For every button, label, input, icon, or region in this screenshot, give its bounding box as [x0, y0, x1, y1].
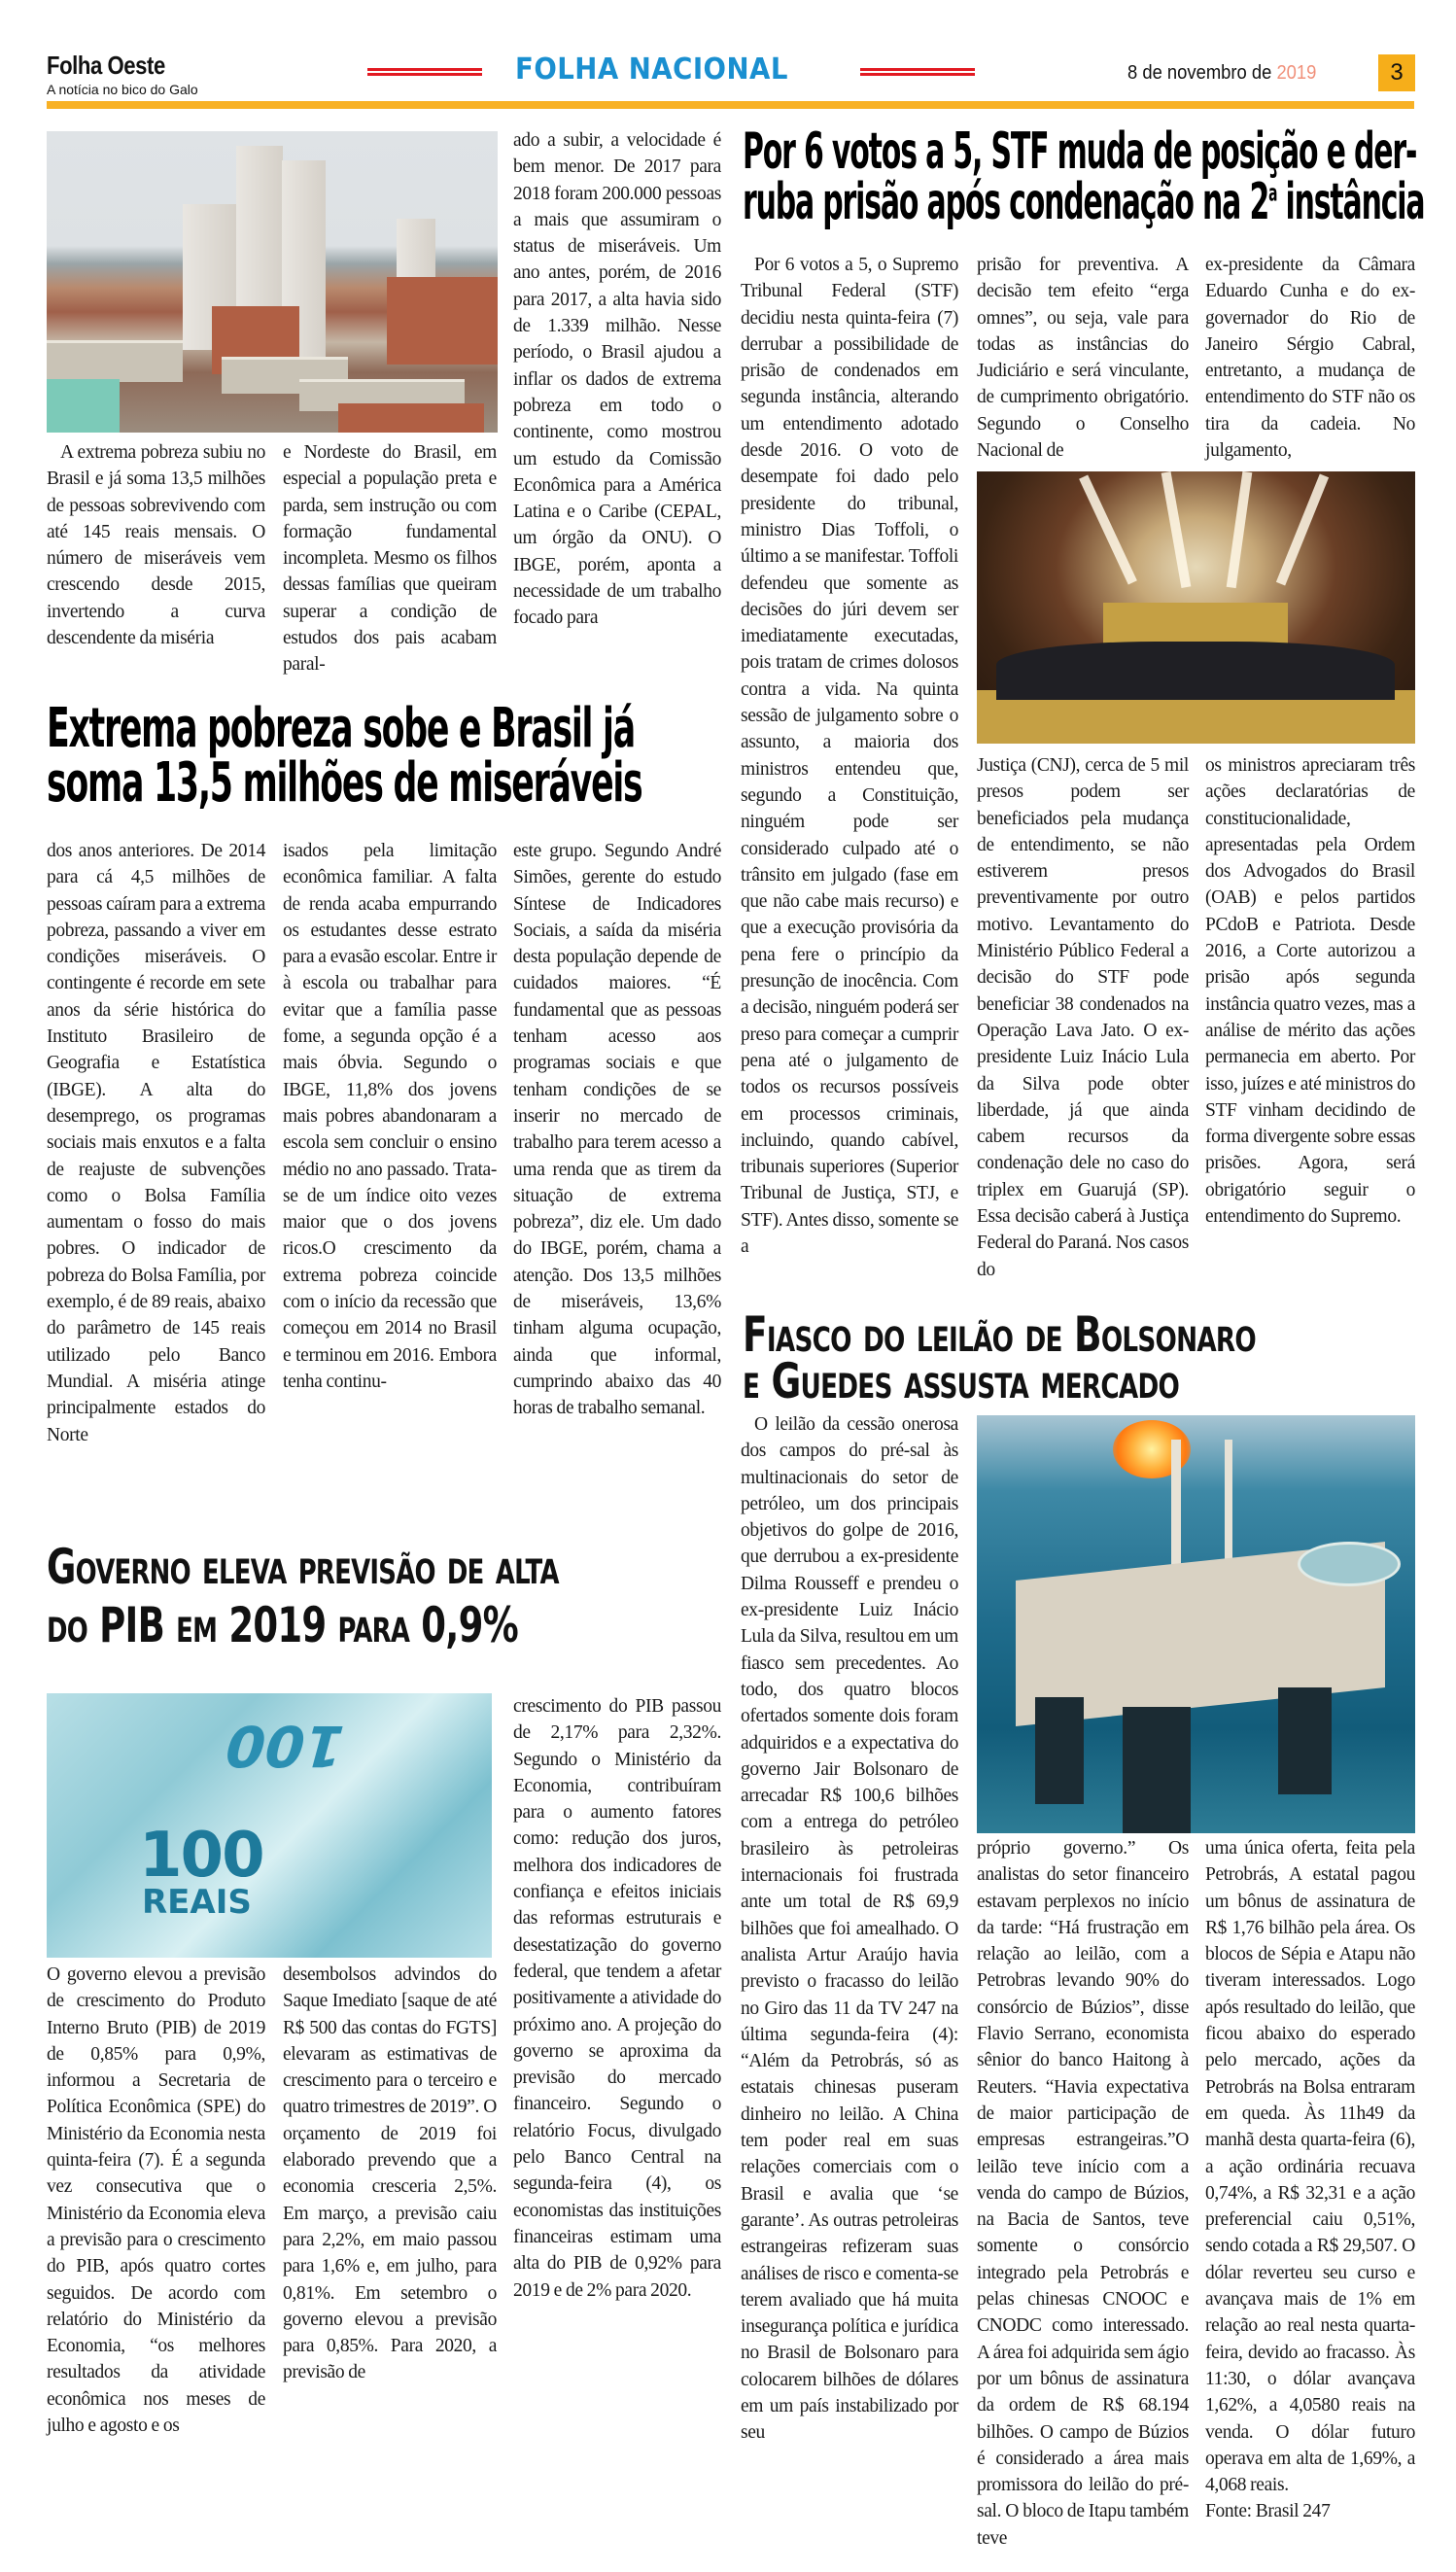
- article-text-column: [977, 1835, 1189, 2552]
- article-text-column: [47, 1962, 265, 2439]
- photo-helipad: [1298, 1542, 1401, 1586]
- paragraph: desembolsos advindos do Saque Imediato [saque de até R$ 500 das contas do FGTS] elevaram as estimativas de crescimento para o terceiro e quatro trimestres de 2019”. O orçamento de 2019 foi elaborado prevendo que a economia cresceria 2,5%. Em março, a previsão caiu para 2,2%, em maio passou para 1,6% e, em julho, para 0,81%. Em setembro o governo elevou a previsão para 0,85%. Para 2020, a previsão de: [283, 1964, 497, 2383]
- paragraph: O governo elevou a previsão de crescimento do Produto Interno Bruto (PIB) de 2019 de 0,85% para 0,9%, informou a Secretaria de Política Econômica (SPE) do Ministério da Economia nesta quinta-feira (7). É a segunda vez consecutiva que o Ministério da Economia eleva a previsão para o crescimento do PIB, após quatro cortes seguidos. De acordo com relatório do Ministério da Economia, “os melhores resultados da atividade econômica nos meses de julho e agosto e os: [47, 1964, 265, 2437]
- date-text: 8 de novembro de: [1127, 62, 1277, 84]
- article-text-column: [513, 1693, 721, 2304]
- paragraph: isados pela limitação econômica familiar. A falta de renda acaba empurrando os estudantes desse estrato para a evasão escolar. Entre ir à escola ou trabalhar para evitar que a família passe fome, a segunda opção é a mais óbvia. Segundo o IBGE, 11,8% dos jovens mais pobres abandonaram a escola sem concluir o ensino médio no ano passado. Trata-se de um índice oito vezes maior que o dos jovens ricos.O crescimento da extrema pobreza coincide com o início da recessão que começou em 2014 no Brasil e terminou em 2016. Embora tenha continu-: [283, 841, 497, 1392]
- paragraph: Por 6 votos a 5, o Supremo Tribunal Federal (STF) decidiu nesta quinta-feira (7) derrubar a possibilidade de prisão de condenados em segunda instância, alterando um entendimento adotado desde 2016. O voto de desempate foi dado pelo presidente do tribunal, ministro Dias Toffoli, o último a se manifestar. Toffoli defendeu que somente as decisões do júri devem ser imediatamente executadas, pois tratam de crimes dolosos contra a vida. Na quinta sessão de julgamento sobre o assunto, a maioria dos ministros entendeu que, segundo a Constituição, ninguém pode ser considerado culpado até o trânsito em julgado (fase em que não cabe mais recurso) e que a execução provisória da pena fere o princípio da presunção de inocência. Com a decisão, ninguém poderá ser preso para começar a cumprir pena até o julgamento de todos os recursos possíveis em processos criminais, incluindo, quando cabível, tribunais superiores (Superior Tribunal de Justiça, STJ, e STF). Antes disso, somente se a: [741, 255, 958, 1257]
- headline: [743, 1306, 1256, 1409]
- 100-reais-banknotes-photo: [47, 1693, 492, 1958]
- article-text-column: [1205, 752, 1415, 1230]
- paragraph: Justiça (CNJ), cerca de 5 mil presos podem ser beneficiados pela mudança de entendimento, se não estiverem presos preventivamente por outro motivo. Levantamento do Ministério Público Federal a decisão do STF pode beneficiar 38 condenados na Operação Lava Jato. O ex-presidente Luiz Inácio Lula da Silva pode obter liberdade, já que ainda cabem recursos da condenação dele no caso do triplex em Guarujá (SP). Essa decisão caberá à Justiça Federal do Paraná. Nos casos do: [977, 755, 1189, 1280]
- newspaper-tagline: A notícia no bico do Galo: [47, 82, 198, 97]
- photo-house: [338, 403, 484, 433]
- offshore-oil-platform-photo: [977, 1415, 1415, 1833]
- article-text-column: [1205, 1835, 1415, 2525]
- headline-line: Por 6 votos a 5, STF muda de posição e der-: [743, 122, 1417, 181]
- article-text-column: [283, 838, 497, 1395]
- article-text-column: [47, 838, 265, 1448]
- headline-text: ruba prisão após condenação na 2: [743, 173, 1269, 231]
- photo-ceiling-light: [1227, 471, 1253, 588]
- paragraph: ex-presidente da Câmara Eduardo Cunha e do ex-governador do Rio de Janeiro Sérgio Cabral, entretanto, a mudança de entendimento do STF não os tira da cadeia. No julgamento,: [1205, 255, 1415, 462]
- date-year: 2019: [1276, 62, 1317, 84]
- headline-line: soma 13,5 milhões de miseráveis: [47, 751, 642, 815]
- paragraph: próprio governo.” Os analistas do setor financeiro estavam perplexos no início da tarde: “Há frustração em relação ao leilão, com a Petrobras levando 90% do consórcio de Búzios”, disse Flavio Serrano, economista sênior do banco Haitong à Reuters. “Havia expectativa de maior participação de empresas estrangeiras.”O leilão teve início com a venda do campo de Búzios, na Bacia de Santos, teve somente o consórcio integrado pela Petrobrás e pelas chinesas CNOOC e CNODC como interessado. A área foi adquirida sem ágio por um bônus de assinatura da ordem de R$ 68.194 bilhões. O campo de Búzios é considerado a área mais promissora do leilão do pré-sal. O bloco de Itapu também teve: [977, 1838, 1189, 2549]
- paragraph: crescimento do PIB passou de 2,17% para 2,32%. Segundo o Ministério da Economia, contribuíram para o aumento fatores como: redução dos juros, melhora dos indicadores de confiança e efeitos iniciais das reformas estruturais e desestatização do governo federal, que tendem a afetar positivamente a atividade do próximo ano. A projeção do governo se aproxima da previsão do mercado financeiro. Segundo o relatório Focus, divulgado pelo Banco Central na segunda-feira (4), os economistas das instituições financeiras estimam uma alta do PIB de 0,92% para 2019 e de 2% para 2020.: [513, 1696, 721, 2301]
- paragraph: ado a subir, a velocidade é bem menor. De 2017 para 2018 foram 200.000 pessoas a mais que assumiram o status de miseráveis. Um ano antes, porém, de 2016 para 2017, a alta havia sido de 1.339 milhão. Nesse período, o Brasil ajudou a inflar os dados de extrema pobreza em todo o continente, como mostrou um estudo da Comissão Econômica para a América Latina e o Caribe (CEPAL, um órgão da ONU). O IBGE, porém, aponta a necessidade de um trabalho focado para: [513, 130, 721, 629]
- page-number-badge: 3: [1378, 54, 1415, 91]
- headline-line: Fiasco do leilão de Bolsonaro: [743, 1306, 1256, 1363]
- paragraph: este grupo. Segundo André Simões, gerente do estudo Síntese de Indicadores Sociais, a saída da miséria desta população depende de cuidados maiores. “É fundamental que as pessoas tenham acesso aos programas sociais e que tenham condições de se inserir no mercado de trabalho para terem acesso a uma renda que as tirem da situação de extrema pobreza”, diz ele. Um dado do IBGE, porém, chama a atenção. Dos 13,5 milhões de miseráveis, 13,6% tinham alguma ocupação, ainda que informal, cumprindo abaixo das 40 horas de trabalho semanal.: [513, 841, 721, 1419]
- photo-platform-column: [1035, 1697, 1084, 1804]
- ordinal-superscript: a: [1268, 179, 1277, 207]
- headline: [47, 1538, 559, 1654]
- paragraph: uma única oferta, feita pela Petrobrás, A estatal pagou um bônus de assinatura de R$ 1,76 bilhão pela área. Os blocos de Sépia e Atapu não tiveram interessados. Logo após resultado do leilão, que ficou abaixo do esperado pelo mercado, ações da Petrobrás na Bolsa entraram em queda. Às 11h49 da manhã desta quarta-feira (6), a ação ordinária recuava 0,74%, a R$ 32,31 e a ação preferencial caiu 0,51%, sendo cotada a R$ 29,507. O dólar reverteu seu curso e avançava mais de 1% em relação ao real nesta quarta-feira, devido ao fracasso. Às 11:30, o dólar avançava 1,62%, a 4,0580 reais na venda. O dólar futuro operava em alta de 1,69%, a 4,068 reais.: [1205, 1838, 1415, 2496]
- article-text-column: [513, 838, 721, 1422]
- photo-house: [387, 277, 498, 365]
- issue-date: [1127, 62, 1316, 85]
- headline-text: instância: [1276, 173, 1425, 231]
- headline-line: Governo eleva previsão de alta: [47, 1539, 559, 1595]
- paragraph: e Nordeste do Brasil, em especial a população preta e parda, sem instrução ou com formação fundamental incompleta. Mesmo os filhos dessas famílias que queiram superar a condição de estudos dos pais acabam paral-: [283, 442, 497, 676]
- headline-line: [743, 173, 1425, 231]
- source-credit: Fonte: Brasil 247: [1205, 2501, 1331, 2522]
- photo-note-number: 100: [217, 1713, 354, 1779]
- paragraph: O leilão da cessão onerosa dos campos do pré-sal às multinacionais do setor de petróleo, um dos principais objetivos do golpe de 2016, que derrubou a ex-presidente Dilma Rousseff e prendeu o ex-presidente Luiz Inácio Lula da Silva, resultou em um fiasco sem precedentes. Ao todo, dos quatro blocos ofertados somente dois foram adquiridos e a expectativa do governo Jair Bolsonaro de arrecadar R$ 100,6 bilhões com a entrega do petróleo brasileiro às petroleiras internacionais foi frustrada ante um total de R$ 69,9 bilhões que foi amealhado. O analista Artur Araújo havia previsto o fracasso do leilão no Giro das 11 da TV 247 na última segunda-feira (4): “Além da Petrobrás, só as estatais chinesas puseram dinheiro no leilão. A China tem poder real em suas relações comerciais com o Brasil e avalia que ‘se garante’. As outras petroleiras estrangeiras refizeram suas análises de risco e comenta-se terem avaliado que há muita insegurança política e jurídica no Brasil de Bolsonaro para colocarem bilhões de dólares em um país instabilizado por seu: [741, 1414, 958, 2444]
- header-accent-bar: [47, 101, 1414, 109]
- paragraph: prisão for preventiva. A decisão tem efeito “erga omnes”, ou seja, vale para todas as instâncias do Judiciário e será vinculante, de cumprimento obrigatório. Segundo o Conselho Nacional de: [977, 255, 1189, 462]
- photo-ceiling-light: [1276, 473, 1329, 585]
- photo-ceiling-light: [1079, 475, 1137, 585]
- article-text-column: [1205, 252, 1415, 475]
- photo-note-number: 100: [139, 1820, 263, 1892]
- decorative-stripes-right: [860, 67, 975, 77]
- paragraph: os ministros apreciaram três ações declaratórias de constitucionalidade, apresentadas pela Ordem dos Advogados do Brasil (OAB) e pelos partidos PCdoB e Patriota. Desde 2016, a Corte autorizou a prisão após segunda instância quatro vezes, mas a análise de mérito das ações permanecia em aberto. Por isso, juízes e até ministros do STF vinham decidindo de forma divergente sobre essas prisões. Agora, será obrigatório seguir o entendimento do Supremo.: [1205, 755, 1415, 1228]
- photo-roof: [47, 340, 183, 382]
- article-text-column: [741, 252, 958, 1260]
- article-text-column: [977, 252, 1189, 475]
- photo-note-label: REAIS: [142, 1883, 252, 1922]
- paragraph: A extrema pobreza subiu no Brasil e já soma 13,5 milhões de pessoas sobrevivendo com até 145 reais mensais. O número de miseráveis vem crescendo desde 2015, invertendo a curva descendente da miséria: [47, 442, 265, 649]
- photo-audience: [996, 642, 1395, 700]
- paragraph: dos anos anteriores. De 2014 para cá 4,5 milhões de pessoas caíram para a extrema pobreza, passando a viver em condições miseráveis. O contingente é recorde em sete anos da série histórica do Instituto Brasileiro de Geografia e Estatística (IBGE). A alta do desemprego, os programas sociais mais enxutos e a falta de reajuste de subvenções como o Bolsa Família aumentam o fosso do mais pobres. O indicador de pobreza do Bolsa Família, por exemplo, é de 89 reais, abaixo do parâmetro de 145 reais utilizado pelo Banco Mundial. A miséria atinge principalmente estados do Norte: [47, 841, 265, 1445]
- headline: [47, 697, 642, 815]
- section-title: FOLHA NACIONAL: [515, 52, 788, 87]
- decorative-stripes-left: [367, 67, 482, 77]
- article-text-column: [283, 1962, 497, 2386]
- stf-plenary-photo: [977, 471, 1415, 744]
- favela-photo: [47, 131, 498, 433]
- article-text-column: [47, 439, 265, 687]
- photo-platform-column: [1278, 1687, 1332, 1794]
- photo-ceiling-light: [1161, 471, 1192, 588]
- headline-line: do PIB em 2019 para 0,9%: [47, 1597, 518, 1653]
- headline: [743, 122, 1425, 231]
- article-text-column: [977, 752, 1189, 1283]
- photo-bench: [1103, 603, 1288, 646]
- article-text-column: [741, 1411, 958, 2447]
- photo-platform-column: [1123, 1707, 1191, 1833]
- headline-line: Extrema pobreza sobe e Brasil já: [47, 697, 635, 760]
- article-text-column: [513, 127, 721, 691]
- article-text-column: [283, 439, 497, 687]
- headline-line: e Guedes assusta mercado: [743, 1352, 1180, 1409]
- newspaper-brand-name: Folha Oeste: [47, 51, 165, 80]
- photo-house: [47, 379, 120, 433]
